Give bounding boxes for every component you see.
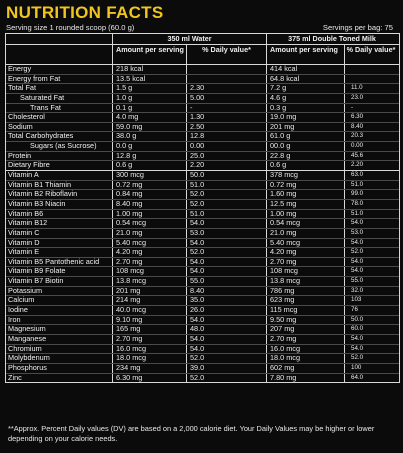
- nutrient-name: Zinc: [6, 374, 113, 383]
- water-dv-cell: 1.30: [187, 113, 267, 122]
- water-amount-cell: 1.0 g: [113, 94, 187, 103]
- milk-amount-cell: 602 mg: [267, 364, 345, 373]
- table-row: [6, 335, 399, 345]
- table-row: [6, 171, 399, 181]
- water-dv-cell: 26.0: [187, 306, 267, 315]
- water-amount-cell: 234 mg: [113, 364, 187, 373]
- water-amount-cell: 0.72 mg: [113, 181, 187, 190]
- water-dv-cell: 54.0: [187, 345, 267, 354]
- water-amount-cell: 5.40 mcg: [113, 239, 187, 248]
- nutrient-name: Cholesterol: [6, 113, 113, 122]
- table-row: [6, 296, 399, 306]
- milk-dv-cell: 8.40: [351, 122, 364, 130]
- table-row: [6, 181, 399, 191]
- milk-dv-cell: 54.0: [351, 257, 364, 265]
- table-row: [6, 248, 399, 258]
- milk-dv-cell: [345, 65, 397, 74]
- water-amount-cell: 2.70 mg: [113, 258, 187, 267]
- table-column-header: [6, 45, 399, 65]
- header-milk-group: 375 ml Double Toned Milk: [288, 34, 376, 43]
- milk-dv-cell: 11.0: [351, 84, 363, 92]
- water-dv-cell: 35.0: [187, 296, 267, 305]
- water-dv-cell: 2.30: [187, 84, 267, 93]
- nutrient-name: Vitamin B7 Biotin: [6, 277, 113, 286]
- milk-amount-cell: 64.8 kcal: [267, 75, 345, 84]
- water-amount-cell: 218 kcal: [113, 65, 187, 74]
- nutrient-name: Vitamin B12: [6, 219, 113, 228]
- servings-per-bag: Servings per bag: 75: [322, 23, 393, 32]
- table-group-header: [6, 34, 399, 45]
- water-amount-cell: 108 mcg: [113, 267, 187, 276]
- nutrient-name: Vitamin A: [6, 171, 113, 180]
- milk-dv-cell: 52.0: [351, 248, 364, 256]
- milk-amount-cell: 12.5 mg: [267, 200, 345, 209]
- table-row: [6, 200, 399, 210]
- table-row: [6, 267, 399, 277]
- water-dv-cell: 50.0: [187, 171, 267, 180]
- water-amount-cell: 1.5 g: [113, 84, 187, 93]
- milk-dv-cell: 0.00: [351, 142, 364, 150]
- milk-dv-cell: 78.0: [351, 199, 364, 207]
- milk-amount-cell: 7.2 g: [267, 84, 345, 93]
- milk-dv-cell: 54.0: [351, 344, 364, 352]
- table-row: [6, 84, 399, 94]
- table-row: [6, 210, 399, 220]
- water-dv-cell: 53.0: [187, 229, 267, 238]
- table-row: [6, 277, 399, 287]
- water-dv-cell: 51.0: [187, 210, 267, 219]
- table-row: [6, 364, 399, 374]
- milk-dv-cell: 54.0: [351, 238, 364, 246]
- milk-dv-cell: 6.30: [351, 113, 364, 121]
- table-row: [6, 123, 399, 133]
- water-amount-cell: 0.6 g: [113, 161, 187, 170]
- nutrient-name: Iron: [6, 316, 113, 325]
- nutrient-name: Dietary Fibre: [6, 161, 113, 170]
- table-body: [6, 65, 399, 382]
- milk-amount-cell: 623 mg: [267, 296, 345, 305]
- milk-amount-cell: 207 mg: [267, 325, 345, 334]
- water-dv-cell: 55.0: [187, 277, 267, 286]
- milk-dv-cell: 50.0: [351, 315, 364, 323]
- table-row: [6, 94, 399, 104]
- milk-dv-cell: 54.0: [351, 267, 364, 275]
- water-amount-cell: 40.0 mcg: [113, 306, 187, 315]
- water-amount-cell: 16.0 mcg: [113, 345, 187, 354]
- milk-dv-cell: 51.0: [351, 180, 364, 188]
- water-amount-cell: 9.10 mg: [113, 316, 187, 325]
- table-row: [6, 132, 399, 142]
- milk-amount-cell: 2.70 mg: [267, 335, 345, 344]
- milk-amount-cell: 4.20 mg: [267, 248, 345, 257]
- water-dv-cell: 0.00: [187, 142, 267, 151]
- table-row: [6, 374, 399, 383]
- milk-dv-cell: 52.0: [351, 354, 364, 362]
- nutrient-name: Manganese: [6, 335, 113, 344]
- water-amount-cell: 13.8 mcg: [113, 277, 187, 286]
- milk-amount-cell: 414 kcal: [267, 65, 345, 74]
- nutrient-name: Magnesium: [6, 325, 113, 334]
- table-row: [6, 104, 399, 114]
- water-amount-cell: 300 mcg: [113, 171, 187, 180]
- table-row: [6, 306, 399, 316]
- water-amount-cell: 59.0 mg: [113, 123, 187, 132]
- milk-dv-cell: 45.6: [351, 151, 364, 159]
- water-amount-cell: 12.8 g: [113, 152, 187, 161]
- water-amount-cell: 0.84 mg: [113, 190, 187, 199]
- milk-amount-cell: 0.6 g: [267, 161, 345, 170]
- nutrient-name: Vitamin C: [6, 229, 113, 238]
- milk-amount-cell: 13.8 mcg: [267, 277, 345, 286]
- milk-amount-cell: 0.72 mg: [267, 181, 345, 190]
- nutrient-name: Calcium: [6, 296, 113, 305]
- water-amount-cell: 0.54 mcg: [113, 219, 187, 228]
- milk-amount-cell: 1.60 mg: [267, 190, 345, 199]
- water-dv-cell: 54.0: [187, 316, 267, 325]
- header-water-group: 350 ml Water: [113, 34, 267, 44]
- nutrient-name: Protein: [6, 152, 113, 161]
- nutrient-name: Potassium: [6, 287, 113, 296]
- nutrient-name: Saturated Fat: [6, 94, 113, 103]
- milk-amount-cell: 108 mcg: [267, 267, 345, 276]
- water-amount-cell: 201 mg: [113, 287, 187, 296]
- nutrient-name: Trans Fat: [6, 104, 113, 113]
- milk-amount-cell: 9.50 mg: [267, 316, 345, 325]
- milk-dv-cell: [345, 75, 397, 84]
- nutrition-facts-title: NUTRITION FACTS: [6, 3, 164, 22]
- milk-amount-cell: 00.0 g: [267, 142, 345, 151]
- milk-amount-cell: 201 mg: [267, 123, 345, 132]
- milk-amount-cell: 786 mg: [267, 287, 345, 296]
- milk-dv-cell: 2.20: [351, 161, 364, 169]
- nutrient-name: Vitamin B3 Niacin: [6, 200, 113, 209]
- milk-dv-cell: 55.0: [351, 277, 364, 285]
- milk-amount-cell: 2.70 mg: [267, 258, 345, 267]
- milk-dv-cell: 63.0: [351, 171, 364, 179]
- milk-amount-cell: 5.40 mcg: [267, 239, 345, 248]
- milk-dv-cell: 76: [351, 306, 358, 314]
- table-row: [6, 190, 399, 200]
- header-water-dv: % Daily value*: [187, 45, 267, 64]
- milk-dv-cell: 54.0: [351, 219, 364, 227]
- milk-dv-cell: 64.0: [351, 373, 364, 381]
- header-milk-dv: % Daily value*: [346, 45, 396, 54]
- header-milk-amount: Amount per serving: [267, 45, 345, 64]
- milk-amount-cell: 21.0 mg: [267, 229, 345, 238]
- milk-amount-cell: 0.3 g: [267, 104, 345, 113]
- water-amount-cell: 4.20 mg: [113, 248, 187, 257]
- water-dv-cell: 48.0: [187, 325, 267, 334]
- water-dv-cell: -: [187, 104, 267, 113]
- table-row: [6, 258, 399, 268]
- nutrient-name: Vitamin B9 Folate: [6, 267, 113, 276]
- milk-amount-cell: 19.0 mg: [267, 113, 345, 122]
- milk-amount-cell: 115 mcg: [267, 306, 345, 315]
- nutrient-name: Molybdenum: [6, 354, 113, 363]
- milk-dv-cell: 100: [351, 363, 362, 371]
- table-row: [6, 219, 399, 229]
- milk-amount-cell: 61.0 g: [267, 132, 345, 141]
- water-amount-cell: 2.70 mg: [113, 335, 187, 344]
- water-amount-cell: 0.0 g: [113, 142, 187, 151]
- milk-dv-cell: -: [351, 103, 354, 111]
- milk-amount-cell: 22.8 g: [267, 152, 345, 161]
- header-blank: [6, 34, 113, 44]
- water-dv-cell: [187, 75, 267, 84]
- milk-dv-cell: 20.3: [351, 132, 364, 140]
- header-blank-2: [6, 45, 113, 64]
- water-dv-cell: 54.0: [187, 267, 267, 276]
- water-amount-cell: 0.1 g: [113, 104, 187, 113]
- nutrient-name: Total Fat: [6, 84, 113, 93]
- water-dv-cell: 52.0: [187, 248, 267, 257]
- water-dv-cell: 12.8: [187, 132, 267, 141]
- water-dv-cell: 5.00: [187, 94, 267, 103]
- water-amount-cell: 21.0 mg: [113, 229, 187, 238]
- nutrient-name: Energy: [6, 65, 113, 74]
- milk-amount-cell: 16.0 mcg: [267, 345, 345, 354]
- table-row: [6, 65, 399, 75]
- water-dv-cell: 52.0: [187, 200, 267, 209]
- water-dv-cell: 54.0: [187, 258, 267, 267]
- water-amount-cell: 38.0 g: [113, 132, 187, 141]
- milk-dv-cell: 53.0: [351, 228, 364, 236]
- water-dv-cell: 52.0: [187, 354, 267, 363]
- table-row: [6, 345, 399, 355]
- milk-amount-cell: 0.54 mcg: [267, 219, 345, 228]
- nutrient-name: Phosphorus: [6, 364, 113, 373]
- water-dv-cell: 2.20: [187, 161, 267, 170]
- nutrient-name: Vitamin B6: [6, 210, 113, 219]
- water-dv-cell: 54.0: [187, 335, 267, 344]
- serving-size: Serving size 1 rounded scoop (60.0 g): [6, 23, 135, 32]
- water-dv-cell: 39.0: [187, 364, 267, 373]
- water-dv-cell: 8.40: [187, 287, 267, 296]
- water-amount-cell: 214 mg: [113, 296, 187, 305]
- table-row: [6, 354, 399, 364]
- nutrient-name: Chromium: [6, 345, 113, 354]
- nutrient-name: Vitamin B1 Thiamin: [6, 181, 113, 190]
- water-dv-cell: 52.0: [187, 190, 267, 199]
- nutrient-name: Total Carbohydrates: [6, 132, 113, 141]
- water-amount-cell: 1.00 mg: [113, 210, 187, 219]
- water-dv-cell: [187, 65, 267, 74]
- milk-amount-cell: 18.0 mcg: [267, 354, 345, 363]
- nutrient-name: Vitamin B5 Pantothenic acid: [6, 258, 113, 267]
- water-amount-cell: 13.5 kcal: [113, 75, 187, 84]
- nutrition-table: [5, 33, 400, 383]
- milk-dv-cell: 60.0: [351, 325, 364, 333]
- table-row: [6, 161, 399, 171]
- water-dv-cell: 54.0: [187, 219, 267, 228]
- table-row: [6, 325, 399, 335]
- footnote: **Approx. Percent Daily values (DV) are based on a 2,000 calorie diet. Your Daily Values may be higher or lower depending on your calorie needs.: [8, 424, 375, 443]
- milk-dv-cell: 23.0: [351, 93, 364, 101]
- table-row: [6, 152, 399, 162]
- nutrient-name: Vitamin D: [6, 239, 113, 248]
- nutrient-name: Energy from Fat: [6, 75, 113, 84]
- water-dv-cell: 2.50: [187, 123, 267, 132]
- water-amount-cell: 165 mg: [113, 325, 187, 334]
- milk-amount-cell: 4.6 g: [267, 94, 345, 103]
- milk-amount-cell: 378 mcg: [267, 171, 345, 180]
- nutrient-name: Vitamin B2 Riboflavin: [6, 190, 113, 199]
- nutrient-name: Sodium: [6, 123, 113, 132]
- milk-amount-cell: 1.00 mg: [267, 210, 345, 219]
- table-row: [6, 113, 399, 123]
- milk-dv-cell: 103: [351, 296, 362, 304]
- table-row: [6, 229, 399, 239]
- milk-dv-cell: 99.0: [351, 190, 364, 198]
- water-amount-cell: 8.40 mg: [113, 200, 187, 209]
- water-dv-cell: 51.0: [187, 181, 267, 190]
- water-amount-cell: 18.0 mcg: [113, 354, 187, 363]
- water-dv-cell: 54.0: [187, 239, 267, 248]
- water-dv-cell: 52.0: [187, 374, 267, 383]
- table-row: [6, 75, 399, 85]
- nutrient-name: Iodine: [6, 306, 113, 315]
- water-amount-cell: 6.30 mg: [113, 374, 187, 383]
- milk-amount-cell: 7.80 mg: [267, 374, 345, 383]
- table-row: [6, 287, 399, 297]
- table-row: [6, 316, 399, 326]
- table-row: [6, 142, 399, 152]
- milk-dv-cell: 54.0: [351, 334, 364, 342]
- milk-dv-cell: 51.0: [351, 209, 364, 217]
- nutrient-name: Vitamin E: [6, 248, 113, 257]
- water-amount-cell: 4.0 mg: [113, 113, 187, 122]
- header-water-amount: Amount per serving: [113, 45, 187, 64]
- water-dv-cell: 25.0: [187, 152, 267, 161]
- table-row: [6, 239, 399, 249]
- milk-dv-cell: 32.0: [351, 286, 364, 294]
- nutrient-name: Sugars (as Sucrose): [6, 142, 113, 151]
